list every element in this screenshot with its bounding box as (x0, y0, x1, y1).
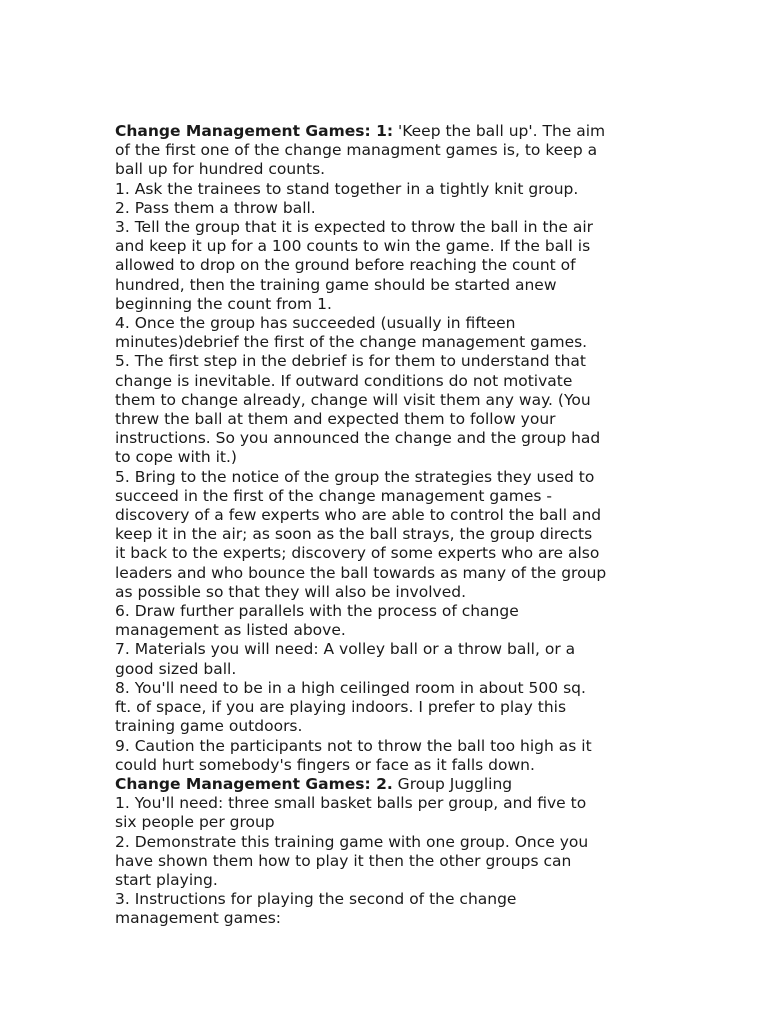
paragraph-line: beginning the count from 1. (115, 294, 332, 313)
paragraph-line: 4. Once the group has succeeded (usually in fifteen (115, 314, 516, 333)
section-1-first-line (115, 122, 655, 141)
document-body (115, 122, 655, 929)
paragraph-line: Group Juggling (392, 774, 513, 793)
paragraph-line: could hurt somebody's fingers or face as it falls down. (115, 755, 535, 774)
paragraph-line: management games: (115, 909, 282, 928)
paragraph-line: good sized ball. (115, 659, 237, 678)
paragraph-line: to cope with it.) (115, 448, 237, 467)
paragraph-line: discovery of a few experts who are able to control the ball and (115, 506, 602, 525)
paragraph-line: instructions. So you announced the change and the group had (115, 429, 601, 448)
paragraph-line: 8. You'll need to be in a high ceilinged room in about 500 sq. (115, 678, 586, 697)
paragraph-line: minutes)debrief the first of the change management games. (115, 333, 588, 352)
section-2-first-line (115, 775, 655, 794)
paragraph-line: leaders and who bounce the ball towards as many of the group (115, 563, 607, 582)
paragraph-line: 1. Ask the trainees to stand together in a tightly knit group. (115, 179, 579, 198)
paragraph-line: change is inevitable. If outward conditions do not motivate (115, 371, 573, 390)
paragraph-line: of the first one of the change managment games is, to keep a (115, 141, 598, 160)
paragraph-line: them to change already, change will visit them any way. (You (115, 390, 591, 409)
paragraph-line: 7. Materials you will need: A volley ball or a throw ball, or a (115, 640, 576, 659)
paragraph-line: start playing. (115, 870, 218, 889)
paragraph-line: 6. Draw further parallels with the process of change (115, 602, 519, 621)
paragraph-line: have shown them how to play it then the other groups can (115, 851, 572, 870)
paragraph-line: as possible so that they will also be involved. (115, 582, 466, 601)
paragraph-line: 2. Demonstrate this training game with one group. Once you (115, 832, 589, 851)
paragraph-line: hundred, then the training game should be started anew (115, 275, 557, 294)
paragraph-line: 'Keep the ball up'. The aim (393, 122, 606, 140)
paragraph-line: training game outdoors. (115, 717, 303, 736)
paragraph-line: six people per group (115, 813, 275, 832)
paragraph-line: threw the ball at them and expected them to follow your (115, 410, 556, 429)
paragraph-line: 5. Bring to the notice of the group the strategies they used to (115, 467, 595, 486)
paragraph-line: 1. You'll need: three small basket balls per group, and five to (115, 794, 587, 813)
paragraph-line: it back to the experts; discovery of some experts who are also (115, 544, 600, 563)
paragraph-line: succeed in the first of the change management games - (115, 486, 552, 505)
paragraph-line: ft. of space, if you are playing indoors. I prefer to play this (115, 698, 567, 717)
section-2-heading: Change Management Games: 2. (115, 774, 393, 793)
paragraph-line: 2. Pass them a throw ball. (115, 198, 316, 217)
paragraph-line: keep it in the air; as soon as the ball strays, the group directs (115, 525, 593, 544)
paragraph-line: allowed to drop on the ground before reaching the count of (115, 256, 576, 275)
paragraph-line: 9. Caution the participants not to throw the ball too high as it (115, 736, 592, 755)
paragraph-line: and keep it up for a 100 counts to win the game. If the ball is (115, 237, 591, 256)
paragraph-line: 5. The first step in the debrief is for them to understand that (115, 352, 586, 371)
paragraph-line: 3. Instructions for playing the second of the change (115, 890, 517, 909)
paragraph-line: ball up for hundred counts. (115, 160, 326, 179)
section-1-heading: Change Management Games: 1: (115, 122, 394, 140)
paragraph-line: management as listed above. (115, 621, 346, 640)
paragraph-line: 3. Tell the group that it is expected to throw the ball in the air (115, 218, 594, 237)
